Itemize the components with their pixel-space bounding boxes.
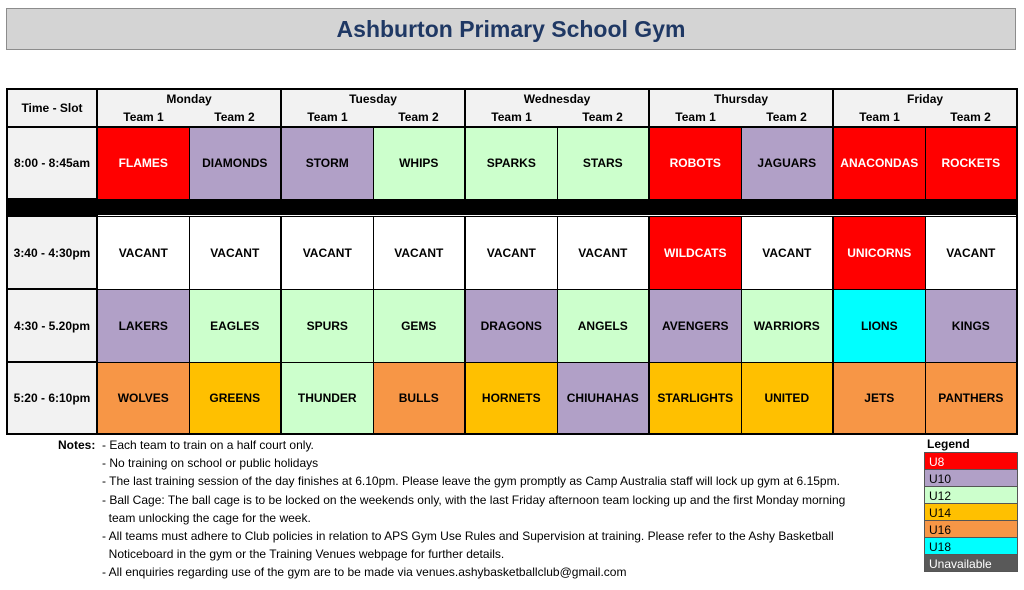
- team-cell: AVENGERS: [649, 289, 741, 362]
- legend-items: [924, 452, 1018, 572]
- time-slot-cell: 8:00 - 8:45am: [7, 127, 97, 199]
- schedule-table: [6, 88, 1018, 435]
- team2-header: Team 2: [925, 108, 1017, 127]
- team2-header: Team 2: [373, 108, 465, 127]
- team1-header: Team 1: [97, 108, 189, 127]
- note-line: - All enquiries regarding use of the gym are to be made via venues.ashybasketballclub@gmail.com: [102, 565, 627, 580]
- day-header-thursday: Thursday: [649, 89, 833, 108]
- day-header-wednesday: Wednesday: [465, 89, 649, 108]
- legend: [924, 436, 1018, 572]
- team-cell: ANACONDAS: [833, 127, 925, 199]
- note-line: - Ball Cage: The ball cage is to be locked on the weekends only, with the last Friday afternoon team locking up and the first Monday morning: [102, 492, 846, 507]
- note-line: - All teams must adhere to Club policies in relation to APS Gym Use Rules and Supervision at training. Please refer to the Ashy Basketball: [102, 529, 834, 544]
- team-cell: STORM: [281, 127, 373, 199]
- separator-bar: [7, 199, 1017, 216]
- team-cell: WILDCATS: [649, 216, 741, 289]
- team-cell: GREENS: [189, 362, 281, 434]
- team-cell: ROBOTS: [649, 127, 741, 199]
- team2-header: Team 2: [741, 108, 833, 127]
- team1-header: Team 1: [649, 108, 741, 127]
- team1-header: Team 1: [465, 108, 557, 127]
- team-cell: LIONS: [833, 289, 925, 362]
- day-header-friday: Friday: [833, 89, 1017, 108]
- legend-item: U10: [924, 469, 1018, 487]
- separator-row: [7, 199, 1017, 216]
- team-cell: VACANT: [189, 216, 281, 289]
- legend-item: U14: [924, 503, 1018, 521]
- schedule-row: [7, 216, 1017, 289]
- team-cell: FLAMES: [97, 127, 189, 199]
- note-line: - Each team to train on a half court only.: [102, 438, 314, 452]
- team-cell: PANTHERS: [925, 362, 1017, 434]
- legend-title: Legend: [927, 437, 970, 451]
- schedule-body: [7, 127, 1017, 434]
- note-line: - The last training session of the day finishes at 6.10pm. Please leave the gym promptly as Camp Australia staff will lock up gym at 6.15pm.: [102, 474, 840, 489]
- team-cell: WHIPS: [373, 127, 465, 199]
- notes-label: Notes:: [58, 438, 96, 452]
- time-slot-header: Time - Slot: [7, 89, 97, 127]
- team-cell: VACANT: [281, 216, 373, 289]
- legend-item: U12: [924, 486, 1018, 504]
- team-cell: STARLIGHTS: [649, 362, 741, 434]
- team-header-row: [7, 108, 1017, 127]
- team-cell: KINGS: [925, 289, 1017, 362]
- team-cell: ROCKETS: [925, 127, 1017, 199]
- team-cell: VACANT: [925, 216, 1017, 289]
- time-slot-cell: 3:40 - 4:30pm: [7, 216, 97, 289]
- team-cell: VACANT: [97, 216, 189, 289]
- team-cell: LAKERS: [97, 289, 189, 362]
- team-cell: DIAMONDS: [189, 127, 281, 199]
- note-line: - No training on school or public holidays: [102, 456, 319, 471]
- team-cell: HORNETS: [465, 362, 557, 434]
- team-cell: UNITED: [741, 362, 833, 434]
- legend-item: U18: [924, 537, 1018, 555]
- team-cell: DRAGONS: [465, 289, 557, 362]
- team-cell: WOLVES: [97, 362, 189, 434]
- team-cell: THUNDER: [281, 362, 373, 434]
- schedule-row: [7, 289, 1017, 362]
- team-cell: SPURS: [281, 289, 373, 362]
- team1-header: Team 1: [833, 108, 925, 127]
- page-title: Ashburton Primary School Gym: [6, 8, 1016, 50]
- team-cell: EAGLES: [189, 289, 281, 362]
- team-cell: ANGELS: [557, 289, 649, 362]
- team-cell: JETS: [833, 362, 925, 434]
- team-cell: GEMS: [373, 289, 465, 362]
- legend-item: U16: [924, 520, 1018, 538]
- time-slot-cell: 5:20 - 6:10pm: [7, 362, 97, 434]
- team-cell: BULLS: [373, 362, 465, 434]
- team-cell: UNICORNS: [833, 216, 925, 289]
- team-cell: VACANT: [741, 216, 833, 289]
- notes-list: [102, 436, 902, 582]
- day-header-monday: Monday: [97, 89, 281, 108]
- schedule-row: [7, 127, 1017, 199]
- team-cell: VACANT: [465, 216, 557, 289]
- legend-item: U8: [924, 452, 1018, 470]
- team-cell: JAGUARS: [741, 127, 833, 199]
- team2-header: Team 2: [189, 108, 281, 127]
- team-cell: SPARKS: [465, 127, 557, 199]
- time-slot-cell: 4:30 - 5.20pm: [7, 289, 97, 362]
- team-cell: VACANT: [373, 216, 465, 289]
- team1-header: Team 1: [281, 108, 373, 127]
- team-cell: STARS: [557, 127, 649, 199]
- day-header-tuesday: Tuesday: [281, 89, 465, 108]
- schedule-row: [7, 362, 1017, 434]
- day-header-row: [7, 89, 1017, 108]
- team2-header: Team 2: [557, 108, 649, 127]
- team-cell: VACANT: [557, 216, 649, 289]
- note-line: Noticeboard in the gym or the Training Venues webpage for further details.: [102, 547, 505, 562]
- team-cell: WARRIORS: [741, 289, 833, 362]
- team-cell: CHIUHAHAS: [557, 362, 649, 434]
- legend-item: Unavailable: [924, 554, 1018, 572]
- note-line: team unlocking the cage for the week.: [102, 510, 311, 525]
